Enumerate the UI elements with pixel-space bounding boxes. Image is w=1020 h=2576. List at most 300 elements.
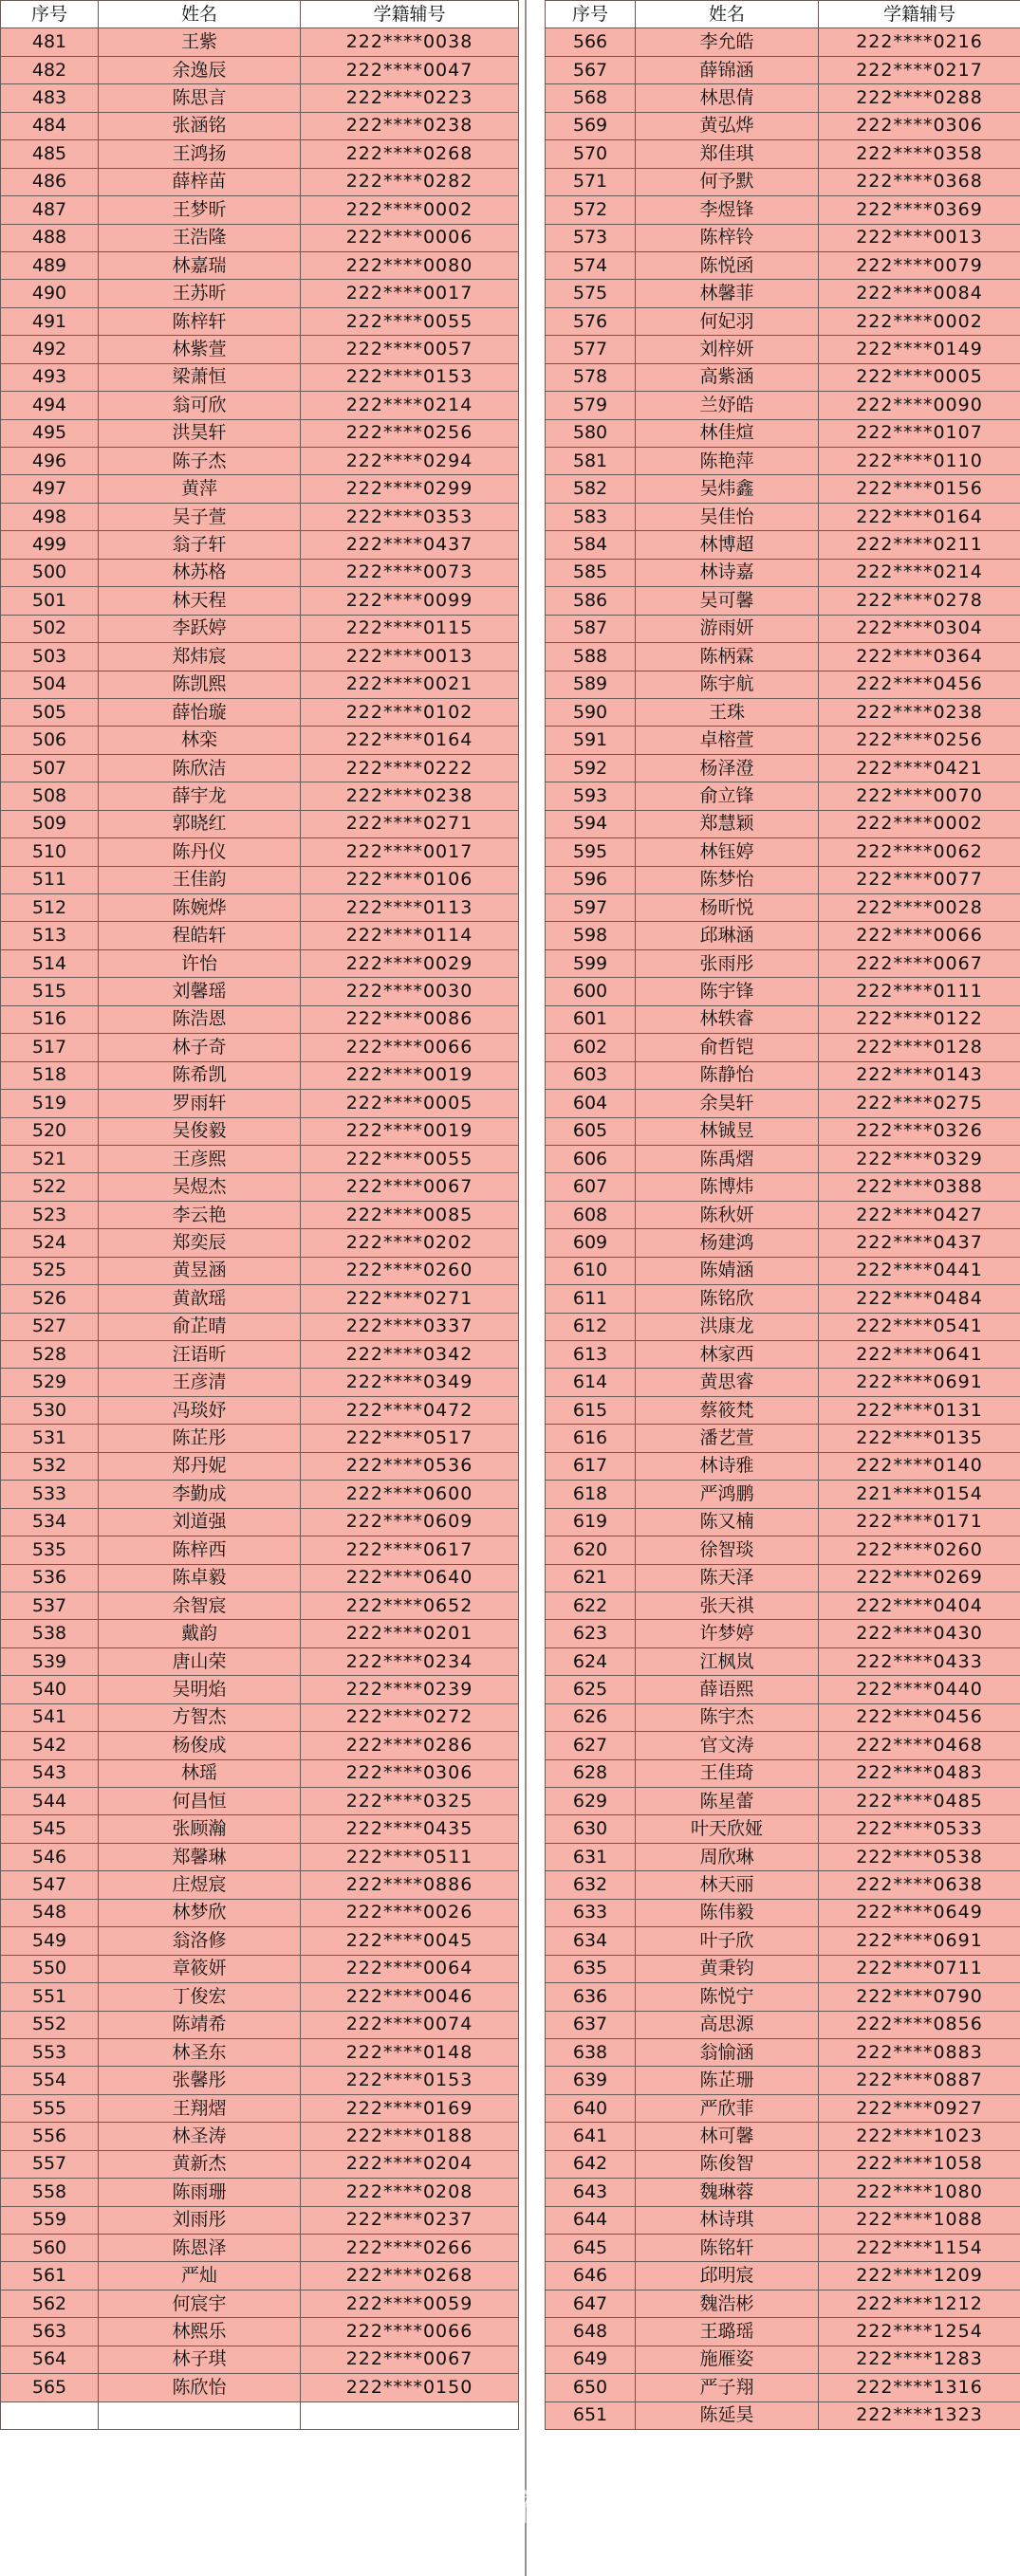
- table-row: [1, 2011, 519, 2038]
- student-id-cell: 222****0019: [301, 1061, 519, 1089]
- table-row: [546, 1452, 1020, 1480]
- student-id-cell: 222****0326: [819, 1117, 1020, 1145]
- row-index-cell: 590: [546, 698, 636, 726]
- student-id-cell: 222****0135: [819, 1425, 1020, 1452]
- table-row: [546, 2235, 1020, 2262]
- table-row: [546, 1955, 1020, 1982]
- student-name-cell: 许怡: [99, 949, 301, 977]
- row-index-cell: 531: [1, 1425, 99, 1452]
- student-name-cell: 薛锦涵: [636, 56, 819, 83]
- row-index-cell: 494: [1, 392, 99, 419]
- row-index-cell: 499: [1, 531, 99, 559]
- row-index-cell: 617: [546, 1452, 636, 1480]
- table-row: [546, 1843, 1020, 1870]
- table-row: [546, 2401, 1020, 2429]
- watermark-text: 智福清: [474, 2486, 600, 2530]
- row-index-cell: 599: [546, 949, 636, 977]
- row-index-cell: [1, 2401, 99, 2429]
- student-id-cell: 222****0268: [301, 2262, 519, 2290]
- student-name-cell: 陈雨珊: [99, 2179, 301, 2206]
- row-index-cell: 561: [1, 2262, 99, 2290]
- table-row: [1, 1759, 519, 1787]
- student-name-cell: 魏浩彬: [636, 2290, 819, 2317]
- student-name-cell: 刘馨瑶: [99, 978, 301, 1005]
- table-row: [1, 1592, 519, 1619]
- row-index-cell: 623: [546, 1620, 636, 1647]
- table-row: [1, 2067, 519, 2094]
- row-index-cell: 649: [546, 2346, 636, 2373]
- student-name-cell: 张涵铭: [99, 112, 301, 139]
- row-index-cell: 485: [1, 140, 99, 168]
- student-id-cell: 222****0106: [301, 866, 519, 893]
- student-name-cell: 陈芷珊: [636, 2067, 819, 2094]
- row-index-cell: 520: [1, 1117, 99, 1145]
- row-index-cell: 572: [546, 196, 636, 224]
- row-index-cell: 535: [1, 1536, 99, 1564]
- row-index-cell: 501: [1, 587, 99, 615]
- student-id-cell: 222****0306: [819, 112, 1020, 139]
- table-row: [546, 2179, 1020, 2206]
- student-id-cell: 222****0057: [301, 336, 519, 363]
- student-name-cell: 卓榕萱: [636, 727, 819, 754]
- table-row: [546, 2123, 1020, 2150]
- student-id-cell: 222****0055: [301, 1145, 519, 1172]
- student-name-cell: 高思源: [636, 2011, 819, 2038]
- student-id-cell: 222****0427: [819, 1201, 1020, 1228]
- student-name-cell: 黄歆瑶: [99, 1285, 301, 1313]
- student-id-cell: 222****0047: [301, 56, 519, 83]
- student-name-cell: 庄煜宸: [99, 1871, 301, 1899]
- student-id-cell: 222****0433: [819, 1647, 1020, 1675]
- student-id-cell: 222****0286: [301, 1732, 519, 1759]
- row-index-cell: 481: [1, 28, 99, 56]
- row-index-cell: 551: [1, 1983, 99, 2011]
- table-row: [546, 810, 1020, 837]
- row-index-cell: 577: [546, 336, 636, 363]
- student-id-cell: 222****0153: [301, 363, 519, 391]
- student-id-cell: 222****0131: [819, 1396, 1020, 1424]
- student-id-cell: 222****0337: [301, 1313, 519, 1340]
- row-index-cell: 575: [546, 280, 636, 307]
- student-id-cell: 222****0268: [301, 140, 519, 168]
- student-id-cell: 222****0214: [301, 392, 519, 419]
- student-name-cell: 杨泽澄: [636, 754, 819, 782]
- student-id-cell: 222****0038: [301, 28, 519, 56]
- student-id-cell: 222****0533: [819, 1815, 1020, 1843]
- student-id-cell: 222****0066: [301, 1034, 519, 1061]
- student-name-cell: 林铖昱: [636, 1117, 819, 1145]
- student-name-cell: 郑佳琪: [636, 140, 819, 168]
- column-header-student-id: 学籍辅号: [819, 1, 1020, 28]
- student-id-cell: 222****0511: [301, 1843, 519, 1870]
- student-name-cell: 戴韵: [99, 1620, 301, 1647]
- student-id-cell: 222****0111: [819, 978, 1020, 1005]
- row-index-cell: 482: [1, 56, 99, 83]
- table-row: [1, 1173, 519, 1201]
- table-row: [1, 1117, 519, 1145]
- table-row: [1, 336, 519, 363]
- row-index-cell: 484: [1, 112, 99, 139]
- student-id-cell: 222****1254: [819, 2318, 1020, 2346]
- student-name-cell: 陈宇锋: [636, 978, 819, 1005]
- row-index-cell: 574: [546, 251, 636, 279]
- row-index-cell: 642: [546, 2150, 636, 2178]
- row-index-cell: 503: [1, 643, 99, 671]
- row-index-cell: 527: [1, 1313, 99, 1340]
- student-id-cell: 222****0485: [819, 1788, 1020, 1815]
- column-header-name: 姓名: [99, 1, 301, 28]
- roster-table-left: [0, 0, 519, 2430]
- table-row: [546, 1425, 1020, 1452]
- row-index-cell: 612: [546, 1313, 636, 1340]
- row-index-cell: 533: [1, 1481, 99, 1508]
- table-row: [546, 1005, 1020, 1033]
- student-name-cell: 薛梓苗: [99, 168, 301, 195]
- row-index-cell: 605: [546, 1117, 636, 1145]
- student-name-cell: 王璐瑶: [636, 2318, 819, 2346]
- table-row: [1, 419, 519, 447]
- student-id-cell: 222****1212: [819, 2290, 1020, 2317]
- row-index-cell: 579: [546, 392, 636, 419]
- row-index-cell: 610: [546, 1257, 636, 1284]
- table-row: [1, 1061, 519, 1089]
- row-index-cell: 557: [1, 2150, 99, 2178]
- student-id-cell: 222****0026: [301, 1899, 519, 1926]
- row-index-cell: 598: [546, 922, 636, 949]
- student-name-cell: 林子奇: [99, 1034, 301, 1061]
- table-row: [546, 1396, 1020, 1424]
- student-name-cell: 张顾瀚: [99, 1815, 301, 1843]
- student-name-cell: 黄萍: [99, 475, 301, 503]
- student-id-cell: 222****0369: [819, 196, 1020, 224]
- table-row: [546, 1313, 1020, 1340]
- student-id-cell: 222****0153: [301, 2067, 519, 2094]
- row-index-cell: 632: [546, 1871, 636, 1899]
- row-index-cell: 648: [546, 2318, 636, 2346]
- student-name-cell: 林诗琪: [636, 2206, 819, 2234]
- student-id-cell: 222****0927: [819, 2094, 1020, 2122]
- student-id-cell: 222****0237: [301, 2206, 519, 2234]
- table-row: [1, 2374, 519, 2401]
- student-id-cell: 222****0067: [301, 1173, 519, 1201]
- table-row: [1, 280, 519, 307]
- student-id-cell: 222****0711: [819, 1955, 1020, 1982]
- table-row: [1, 922, 519, 949]
- student-id-cell: 222****0364: [819, 643, 1020, 671]
- table-row: [1, 1564, 519, 1592]
- table-row: [1, 1369, 519, 1396]
- student-name-cell: 蔡筱梵: [636, 1396, 819, 1424]
- student-id-cell: 222****0288: [819, 84, 1020, 112]
- student-name-cell: 俞芷晴: [99, 1313, 301, 1340]
- row-index-cell: 536: [1, 1564, 99, 1592]
- row-index-cell: 593: [546, 782, 636, 810]
- student-name-cell: 杨昕悦: [636, 894, 819, 922]
- student-name-cell: 陈艳萍: [636, 448, 819, 475]
- student-id-cell: 222****0430: [819, 1620, 1020, 1647]
- student-name-cell: 陈宇杰: [636, 1703, 819, 1731]
- table-row: [1, 643, 519, 671]
- student-id-cell: 222****0143: [819, 1061, 1020, 1089]
- student-id-cell: 222****0517: [301, 1425, 519, 1452]
- student-name-cell: 余昊轩: [636, 1090, 819, 1117]
- student-id-cell: 222****0600: [301, 1481, 519, 1508]
- student-id-cell: 222****0421: [819, 754, 1020, 782]
- row-index-cell: 592: [546, 754, 636, 782]
- row-index-cell: 583: [546, 503, 636, 530]
- student-id-cell: 222****0271: [301, 810, 519, 837]
- table-row: [1, 894, 519, 922]
- student-name-cell: 李云艳: [99, 1201, 301, 1228]
- student-id-cell: 222****0456: [819, 1703, 1020, 1731]
- student-name-cell: 邱明宸: [636, 2262, 819, 2290]
- student-id-cell: [301, 2401, 519, 2429]
- student-name-cell: 梁萧恒: [99, 363, 301, 391]
- student-name-cell: 林苏格: [99, 559, 301, 586]
- table-row: [1, 1871, 519, 1899]
- student-id-cell: 222****0649: [819, 1899, 1020, 1926]
- row-index-cell: 616: [546, 1425, 636, 1452]
- row-index-cell: 626: [546, 1703, 636, 1731]
- student-name-cell: 陈铭欣: [636, 1285, 819, 1313]
- table-row: [1, 2206, 519, 2234]
- column-header-name: 姓名: [636, 1, 819, 28]
- student-id-cell: 222****0201: [301, 1620, 519, 1647]
- student-id-cell: 222****0238: [301, 112, 519, 139]
- row-index-cell: 497: [1, 475, 99, 503]
- table-row: [546, 1117, 1020, 1145]
- row-index-cell: 524: [1, 1229, 99, 1257]
- student-id-cell: 222****0214: [819, 559, 1020, 586]
- student-id-cell: 222****0086: [301, 1005, 519, 1033]
- student-name-cell: 李煜锋: [636, 196, 819, 224]
- student-name-cell: 刘道强: [99, 1508, 301, 1536]
- student-name-cell: 何妃羽: [636, 307, 819, 335]
- student-id-cell: 222****0282: [301, 168, 519, 195]
- student-id-cell: 222****0260: [301, 1257, 519, 1284]
- table-row: [546, 1703, 1020, 1731]
- student-id-cell: 222****0260: [819, 1536, 1020, 1564]
- student-name-cell: 林思倩: [636, 84, 819, 112]
- student-name-cell: 俞立锋: [636, 782, 819, 810]
- student-name-cell: 洪昊轩: [99, 419, 301, 447]
- student-id-cell: 222****0368: [819, 168, 1020, 195]
- row-index-cell: 568: [546, 84, 636, 112]
- student-id-cell: 222****0102: [301, 698, 519, 726]
- student-id-cell: 222****0883: [819, 2038, 1020, 2066]
- table-row: [546, 2290, 1020, 2317]
- student-name-cell: 施雁姿: [636, 2346, 819, 2373]
- student-name-cell: 官文涛: [636, 1732, 819, 1759]
- student-name-cell: 方智杰: [99, 1703, 301, 1731]
- row-index-cell: 613: [546, 1341, 636, 1369]
- row-index-cell: 565: [1, 2374, 99, 2401]
- row-index-cell: 496: [1, 448, 99, 475]
- student-id-cell: 222****0017: [301, 838, 519, 866]
- student-name-cell: 郑丹妮: [99, 1452, 301, 1480]
- row-index-cell: 517: [1, 1034, 99, 1061]
- row-index-cell: 514: [1, 949, 99, 977]
- table-row: [546, 2262, 1020, 2290]
- row-index-cell: 569: [546, 112, 636, 139]
- student-id-cell: 222****0435: [301, 1815, 519, 1843]
- student-id-cell: 222****0238: [819, 698, 1020, 726]
- student-name-cell: 余逸辰: [99, 56, 301, 83]
- student-name-cell: 郑炜宸: [99, 643, 301, 671]
- row-index-cell: 534: [1, 1508, 99, 1536]
- table-row: [1, 866, 519, 893]
- table-row: [1, 84, 519, 112]
- row-index-cell: 543: [1, 1759, 99, 1787]
- table-row: [546, 698, 1020, 726]
- row-index-cell: 492: [1, 336, 99, 363]
- table-row: [546, 448, 1020, 475]
- student-id-cell: 222****0342: [301, 1341, 519, 1369]
- student-id-cell: 222****0002: [819, 307, 1020, 335]
- row-index-cell: 525: [1, 1257, 99, 1284]
- table-row: [546, 1899, 1020, 1926]
- student-id-cell: 222****0110: [819, 448, 1020, 475]
- row-index-cell: 537: [1, 1592, 99, 1619]
- student-id-cell: 222****1283: [819, 2346, 1020, 2373]
- column-divider: [525, 0, 546, 2576]
- table-row: [1, 1313, 519, 1340]
- table-row: [1, 2235, 519, 2262]
- student-name-cell: 林轶睿: [636, 1005, 819, 1033]
- table-row: [546, 754, 1020, 782]
- student-id-cell: 222****0790: [819, 1983, 1020, 2011]
- student-id-cell: 222****0223: [301, 84, 519, 112]
- table-row: [546, 1173, 1020, 1201]
- table-row: [546, 1647, 1020, 1675]
- row-index-cell: 636: [546, 1983, 636, 2011]
- student-name-cell: 王珠: [636, 698, 819, 726]
- student-name-cell: 陈秋妍: [636, 1201, 819, 1228]
- student-name-cell: 王苏昕: [99, 280, 301, 307]
- student-name-cell: 陈星蕾: [636, 1788, 819, 1815]
- student-id-cell: 222****0437: [819, 1229, 1020, 1257]
- table-row: [1, 1620, 519, 1647]
- table-row: [1, 671, 519, 698]
- student-name-cell: 王梦昕: [99, 196, 301, 224]
- student-name-cell: 林馨菲: [636, 280, 819, 307]
- row-index-cell: 529: [1, 1369, 99, 1396]
- student-name-cell: 林圣涛: [99, 2123, 301, 2150]
- student-id-cell: 222****0353: [301, 503, 519, 530]
- row-index-cell: 518: [1, 1061, 99, 1089]
- student-id-cell: 221****0154: [819, 1481, 1020, 1508]
- row-index-cell: 507: [1, 754, 99, 782]
- table-row: [1, 1285, 519, 1313]
- row-index-cell: 650: [546, 2374, 636, 2401]
- row-index-cell: 562: [1, 2290, 99, 2317]
- student-id-cell: 222****0079: [819, 251, 1020, 279]
- table-row: [546, 307, 1020, 335]
- table-row: [546, 419, 1020, 447]
- row-index-cell: 589: [546, 671, 636, 698]
- table-row: [1, 782, 519, 810]
- table-row: [1, 2123, 519, 2150]
- table-row: [546, 922, 1020, 949]
- table-row: [1, 1452, 519, 1480]
- row-index-cell: 644: [546, 2206, 636, 2234]
- row-index-cell: 515: [1, 978, 99, 1005]
- student-name-cell: 俞哲铠: [636, 1034, 819, 1061]
- table-row: [1, 307, 519, 335]
- student-name-cell: 汪语昕: [99, 1341, 301, 1369]
- student-name-cell: 张馨彤: [99, 2067, 301, 2094]
- row-index-cell: 546: [1, 1843, 99, 1870]
- table-row: [546, 1481, 1020, 1508]
- student-name-cell: 陈思言: [99, 84, 301, 112]
- row-index-cell: 549: [1, 1927, 99, 1955]
- row-index-cell: 560: [1, 2235, 99, 2262]
- row-index-cell: 629: [546, 1788, 636, 1815]
- student-name-cell: 吴明焰: [99, 1676, 301, 1703]
- student-name-cell: 徐智琰: [636, 1536, 819, 1564]
- student-name-cell: 陈凯熙: [99, 671, 301, 698]
- table-row: [546, 196, 1020, 224]
- student-name-cell: 陈俊智: [636, 2150, 819, 2178]
- student-name-cell: 王彦熙: [99, 1145, 301, 1172]
- student-name-cell: 陈婉烨: [99, 894, 301, 922]
- student-id-cell: 222****0099: [301, 587, 519, 615]
- row-index-cell: 601: [546, 1005, 636, 1033]
- row-index-cell: 602: [546, 1034, 636, 1061]
- student-name-cell: 林钰婷: [636, 838, 819, 866]
- row-index-cell: 559: [1, 2206, 99, 2234]
- student-name-cell: 陈靖希: [99, 2011, 301, 2038]
- table-row: [546, 503, 1020, 530]
- row-index-cell: 493: [1, 363, 99, 391]
- student-name-cell: 陈希凯: [99, 1061, 301, 1089]
- student-id-cell: 222****0128: [819, 1034, 1020, 1061]
- student-name-cell: 许梦婷: [636, 1620, 819, 1647]
- student-name-cell: 吴可馨: [636, 587, 819, 615]
- table-row: [1, 2262, 519, 2290]
- student-name-cell: 李允皓: [636, 28, 819, 56]
- student-id-cell: 222****0238: [301, 782, 519, 810]
- table-row: [546, 2374, 1020, 2401]
- student-id-cell: 222****0005: [819, 363, 1020, 391]
- row-index-cell: 548: [1, 1899, 99, 1926]
- row-index-cell: 502: [1, 615, 99, 642]
- table-row: [1, 1788, 519, 1815]
- row-index-cell: 488: [1, 224, 99, 251]
- row-index-cell: 594: [546, 810, 636, 837]
- student-id-cell: 222****0329: [819, 1145, 1020, 1172]
- row-index-cell: 489: [1, 251, 99, 279]
- row-index-cell: 640: [546, 2094, 636, 2122]
- student-name-cell: 王佳韵: [99, 866, 301, 893]
- roster-table-right: [545, 0, 1020, 2430]
- table-row: [1, 56, 519, 83]
- student-name-cell: 林熙乐: [99, 2318, 301, 2346]
- row-index-cell: 637: [546, 2011, 636, 2038]
- student-name-cell: 黄秉钧: [636, 1955, 819, 1982]
- student-id-cell: 222****0271: [301, 1285, 519, 1313]
- table-row: [546, 475, 1020, 503]
- student-id-cell: 222****0148: [301, 2038, 519, 2066]
- table-row: [1, 1005, 519, 1033]
- table-row: [546, 671, 1020, 698]
- student-name-cell: 陈禹熠: [636, 1145, 819, 1172]
- table-row: [1, 1843, 519, 1870]
- table-header-row: [1, 1, 519, 28]
- student-name-cell: 林家西: [636, 1341, 819, 1369]
- student-id-cell: 222****0019: [301, 1117, 519, 1145]
- table-row: [1, 1229, 519, 1257]
